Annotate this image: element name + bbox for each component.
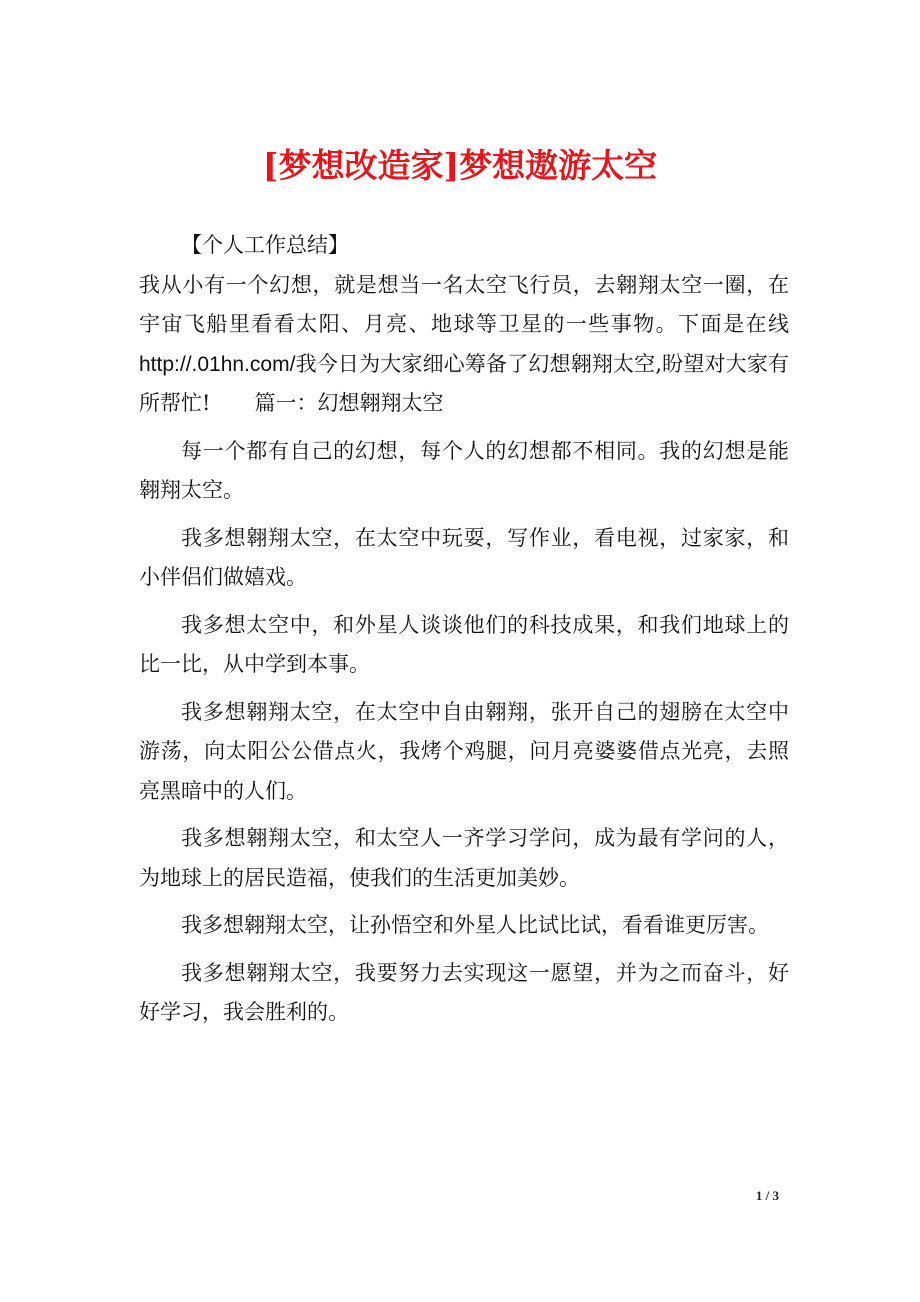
body-paragraph: 我多想翱翔太空，让孙悟空和外星人比试比试，看看谁更厉害。 [181, 913, 769, 937]
intro-text-1: 我从小有一个幻想，就是想当一名太空飞行员，去翱翔太空一圈，在宇宙飞船里看看太阳、月亮、地球等卫星的一些事物。下面是在线 [139, 272, 789, 336]
intro-text-2: 我今日为大家细心筹备了幻想翱翔太空,盼望对大家有所帮忙! [139, 351, 789, 415]
section-heading: 篇一：幻想翱翔太空 [254, 391, 444, 415]
body-paragraph: 每一个都有自己的幻想，每个人的幻想都不相同。我的幻想是能翱翔太空。 [139, 438, 789, 502]
intro-paragraph [139, 266, 789, 424]
document-body [139, 226, 789, 1041]
body-paragraph: 我多想翱翔太空，在太空中玩耍，写作业，看电视，过家家，和小伴侣们做嬉戏。 [139, 525, 789, 589]
body-paragraph: 我多想翱翔太空，在太空中自由翱翔，张开自己的翅膀在太空中游荡，向太阳公公借点火，我烤个鸡腿，问月亮婆婆借点光亮，去照亮黑暗中的人们。 [139, 699, 789, 803]
body-paragraph: 我多想太空中，和外星人谈谈他们的科技成果，和我们地球上的比一比，从中学到本事。 [139, 612, 789, 676]
body-paragraph: 我多想翱翔太空，和太空人一齐学习学问，成为最有学问的人，为地球上的居民造福，使我们的生活更加美妙。 [139, 826, 789, 890]
page-number: 1 / 3 [755, 1188, 779, 1203]
body-paragraph: 我多想翱翔太空，我要努力去实现这一愿望，并为之而奋斗，好好学习，我会胜利的。 [139, 960, 789, 1024]
document-title: [梦想改造家]梦想遨游太空 [262, 146, 658, 185]
category-label: 【个人工作总结】 [181, 233, 349, 257]
intro-url: http://.01hn.com/ [139, 352, 296, 376]
